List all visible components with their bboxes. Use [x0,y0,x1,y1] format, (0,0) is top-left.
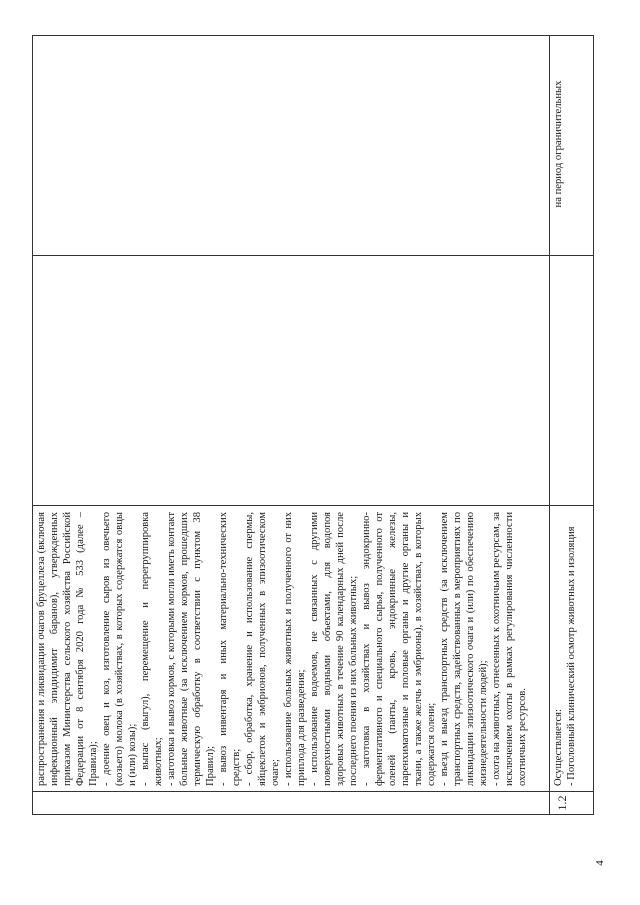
paragraph: - доение овец и коз, изготовление сыров из овечьего (козьего) молока (в хозяйствах, в которых содержатся овцы и (или) козы); [101,512,138,786]
row-number: 1.2 [555,795,569,811]
table-row-divider [549,36,550,814]
term-text: на период ограничительных [553,80,564,208]
paragraph: - заготовка и вывоз кормов, с которыми могли иметь контакт больные животные (за исключением кормов, прошедших термическую обработку в соответствии с пунктом 38 Правил); [166,512,216,786]
table-column-divider [33,255,593,256]
paragraph: - сбор, обработка, хранение и использование спермы, яйцеклеток и эмбрионов, полученных в эпизоотическом очаге; [244,512,281,786]
paragraph: - заготовка в хозяйствах и вывоз эндокринно-ферментативного и специального сырья, полученного от оленей (панты, кровь, эндокринные железы, паренхиматозные и половые органы и другие органы и ткани, а также желчь и эмбрионы), в хозяйствах, в которых содержатся олени; [361,512,437,786]
measures-table [32,35,594,815]
table-column-divider [33,505,593,506]
paragraph: - вывоз инвентаря и иных материально-технических средств; [218,512,242,786]
measure-text-continued [35,509,529,789]
paragraph: - выпас (выгул), перемещение и перегруппировка животных; [140,512,164,786]
paragraph: - въезд и выезд транспортных средств (за исключением транспортных средств, задействованных в мероприятиях по ликвидации эпизоотического очага и (или) по обеспечению жизнедеятельности людей); [439,512,489,786]
measure-text [552,509,578,789]
paragraph: распространения и ликвидации очагов бруцеллеза (включая инфекционный эпидидимит баранов), утвержденных приказом Министерства сельского хозяйства Российской Федерации от 8 сентября 2020 года № 533 (далее – Правила); [36,512,99,786]
table-column-divider [33,791,593,792]
paragraph: - Поголовный клинический осмотр животных и изоляция [566,526,577,786]
page-number: 4 [594,860,606,866]
paragraph: - охота на животных, отнесенных к охотничьим ресурсам, за исключением охоты в рамках регулирования численности охотничьих ресурсов. [491,512,528,786]
paragraph: Осуществляется: [553,709,564,786]
paragraph: - использование водоемов, не связанных с другими поверхностными водными объектами, для водопоя здоровых животных в течение 90 календарных дней после последнего поения из них больных животных; [309,512,359,786]
paragraph: - использование больных животных и полученного от них приплода для разведения; [283,512,307,786]
